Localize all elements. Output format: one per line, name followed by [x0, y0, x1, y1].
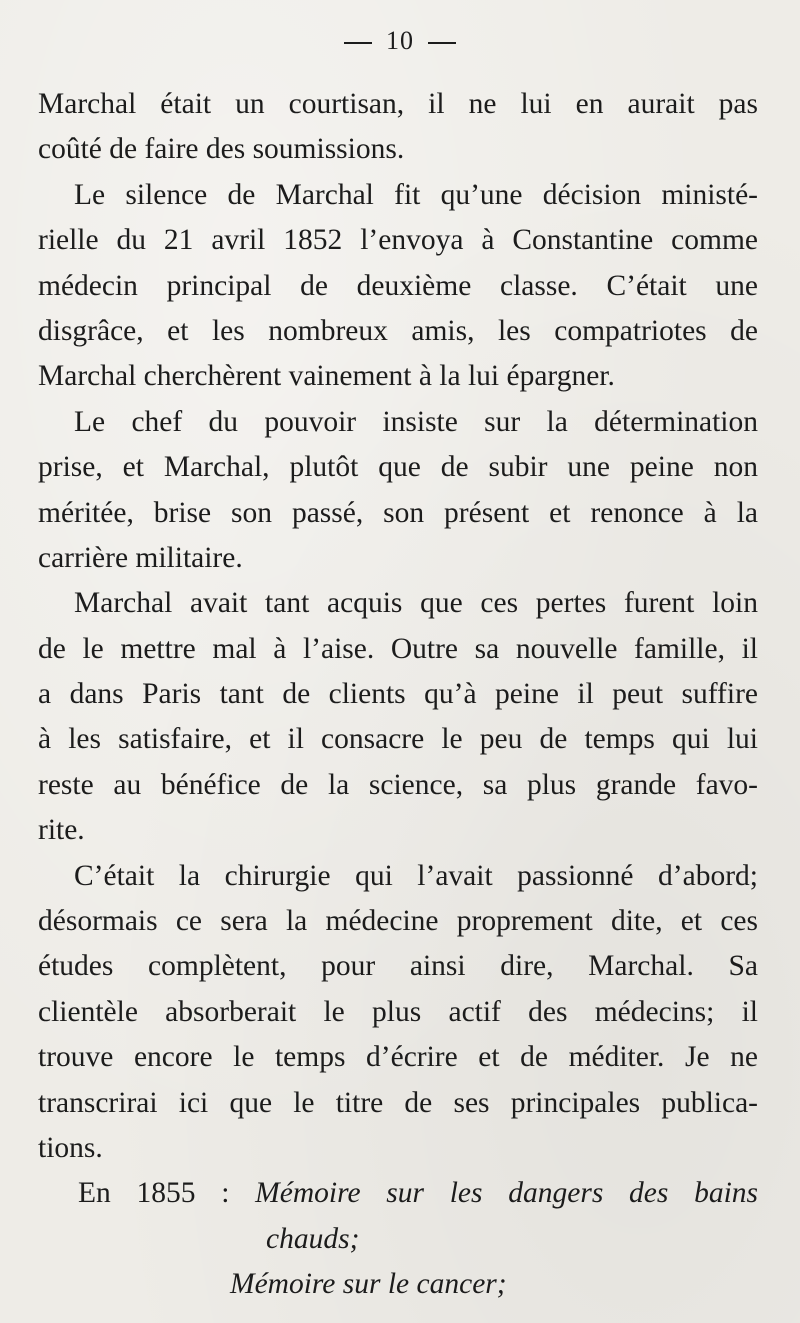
publication-year: En 1855 : [78, 1177, 230, 1210]
text-line: trouve encore le temps d’écrire et de méditer. Je ne [38, 1041, 758, 1074]
text-line: médecin principal de deuxième classe. C’était une [38, 269, 758, 302]
text-line: disgrâce, et les nombreux amis, les compatriotes de [38, 314, 758, 347]
text-line: reste au bénéfice de la science, sa plus grande favo- [38, 768, 758, 801]
text-line: désormais ce sera la médecine proprement dite, et ces [38, 905, 758, 938]
text-line: rite. [38, 814, 85, 847]
text-line: de le mettre mal à l’aise. Outre sa nouvelle famille, il [38, 632, 758, 665]
text-line: clientèle absorberait le plus actif des médecins; il [38, 995, 758, 1028]
text-line: tions. [38, 1131, 103, 1164]
text-line: études complètent, pour ainsi dire, Marchal. Sa [38, 950, 758, 983]
text-line: C’était la chirurgie qui l’avait passionné d’abord; [74, 859, 758, 892]
page-number-dash-left [344, 42, 372, 44]
text-line: Le chef du pouvoir insiste sur la détermination [74, 405, 758, 438]
text-line: à les satisfaire, et il consacre le peu de temps qui lui [38, 723, 758, 756]
text-line: a dans Paris tant de clients qu’à peine il peut suffire [38, 678, 758, 711]
page-number [0, 26, 800, 56]
publication-title: Mémoire sur les dangers des bains [255, 1177, 759, 1210]
text-line: Le silence de Marchal fit qu’une décision ministé- [74, 178, 758, 211]
page-number-dash-right [428, 42, 456, 44]
text-line: rielle du 21 avril 1852 l’envoya à Constantine comme [38, 224, 758, 257]
text-line: carrière militaire. [38, 541, 243, 574]
text-line: coûté de faire des soumissions. [38, 133, 405, 166]
publication-title-continued: chauds; [266, 1222, 360, 1255]
text-line: transcrirai ici que le titre de ses principales publica- [38, 1086, 758, 1119]
publication-title: Mémoire sur le cancer; [230, 1268, 507, 1301]
body-text [38, 82, 758, 1308]
text-line: Marchal cherchèrent vainement à la lui épargner. [38, 360, 615, 393]
text-line: méritée, brise son passé, son présent et renonce à la [38, 496, 758, 529]
text-line: Marchal était un courtisan, il ne lui en aurait pas [38, 88, 758, 120]
publication-entry [38, 1171, 758, 1216]
page-number-value: 10 [386, 26, 414, 55]
text-line: prise, et Marchal, plutôt que de subir une peine non [38, 451, 758, 484]
text-line: Marchal avait tant acquis que ces pertes furent loin [74, 587, 758, 620]
